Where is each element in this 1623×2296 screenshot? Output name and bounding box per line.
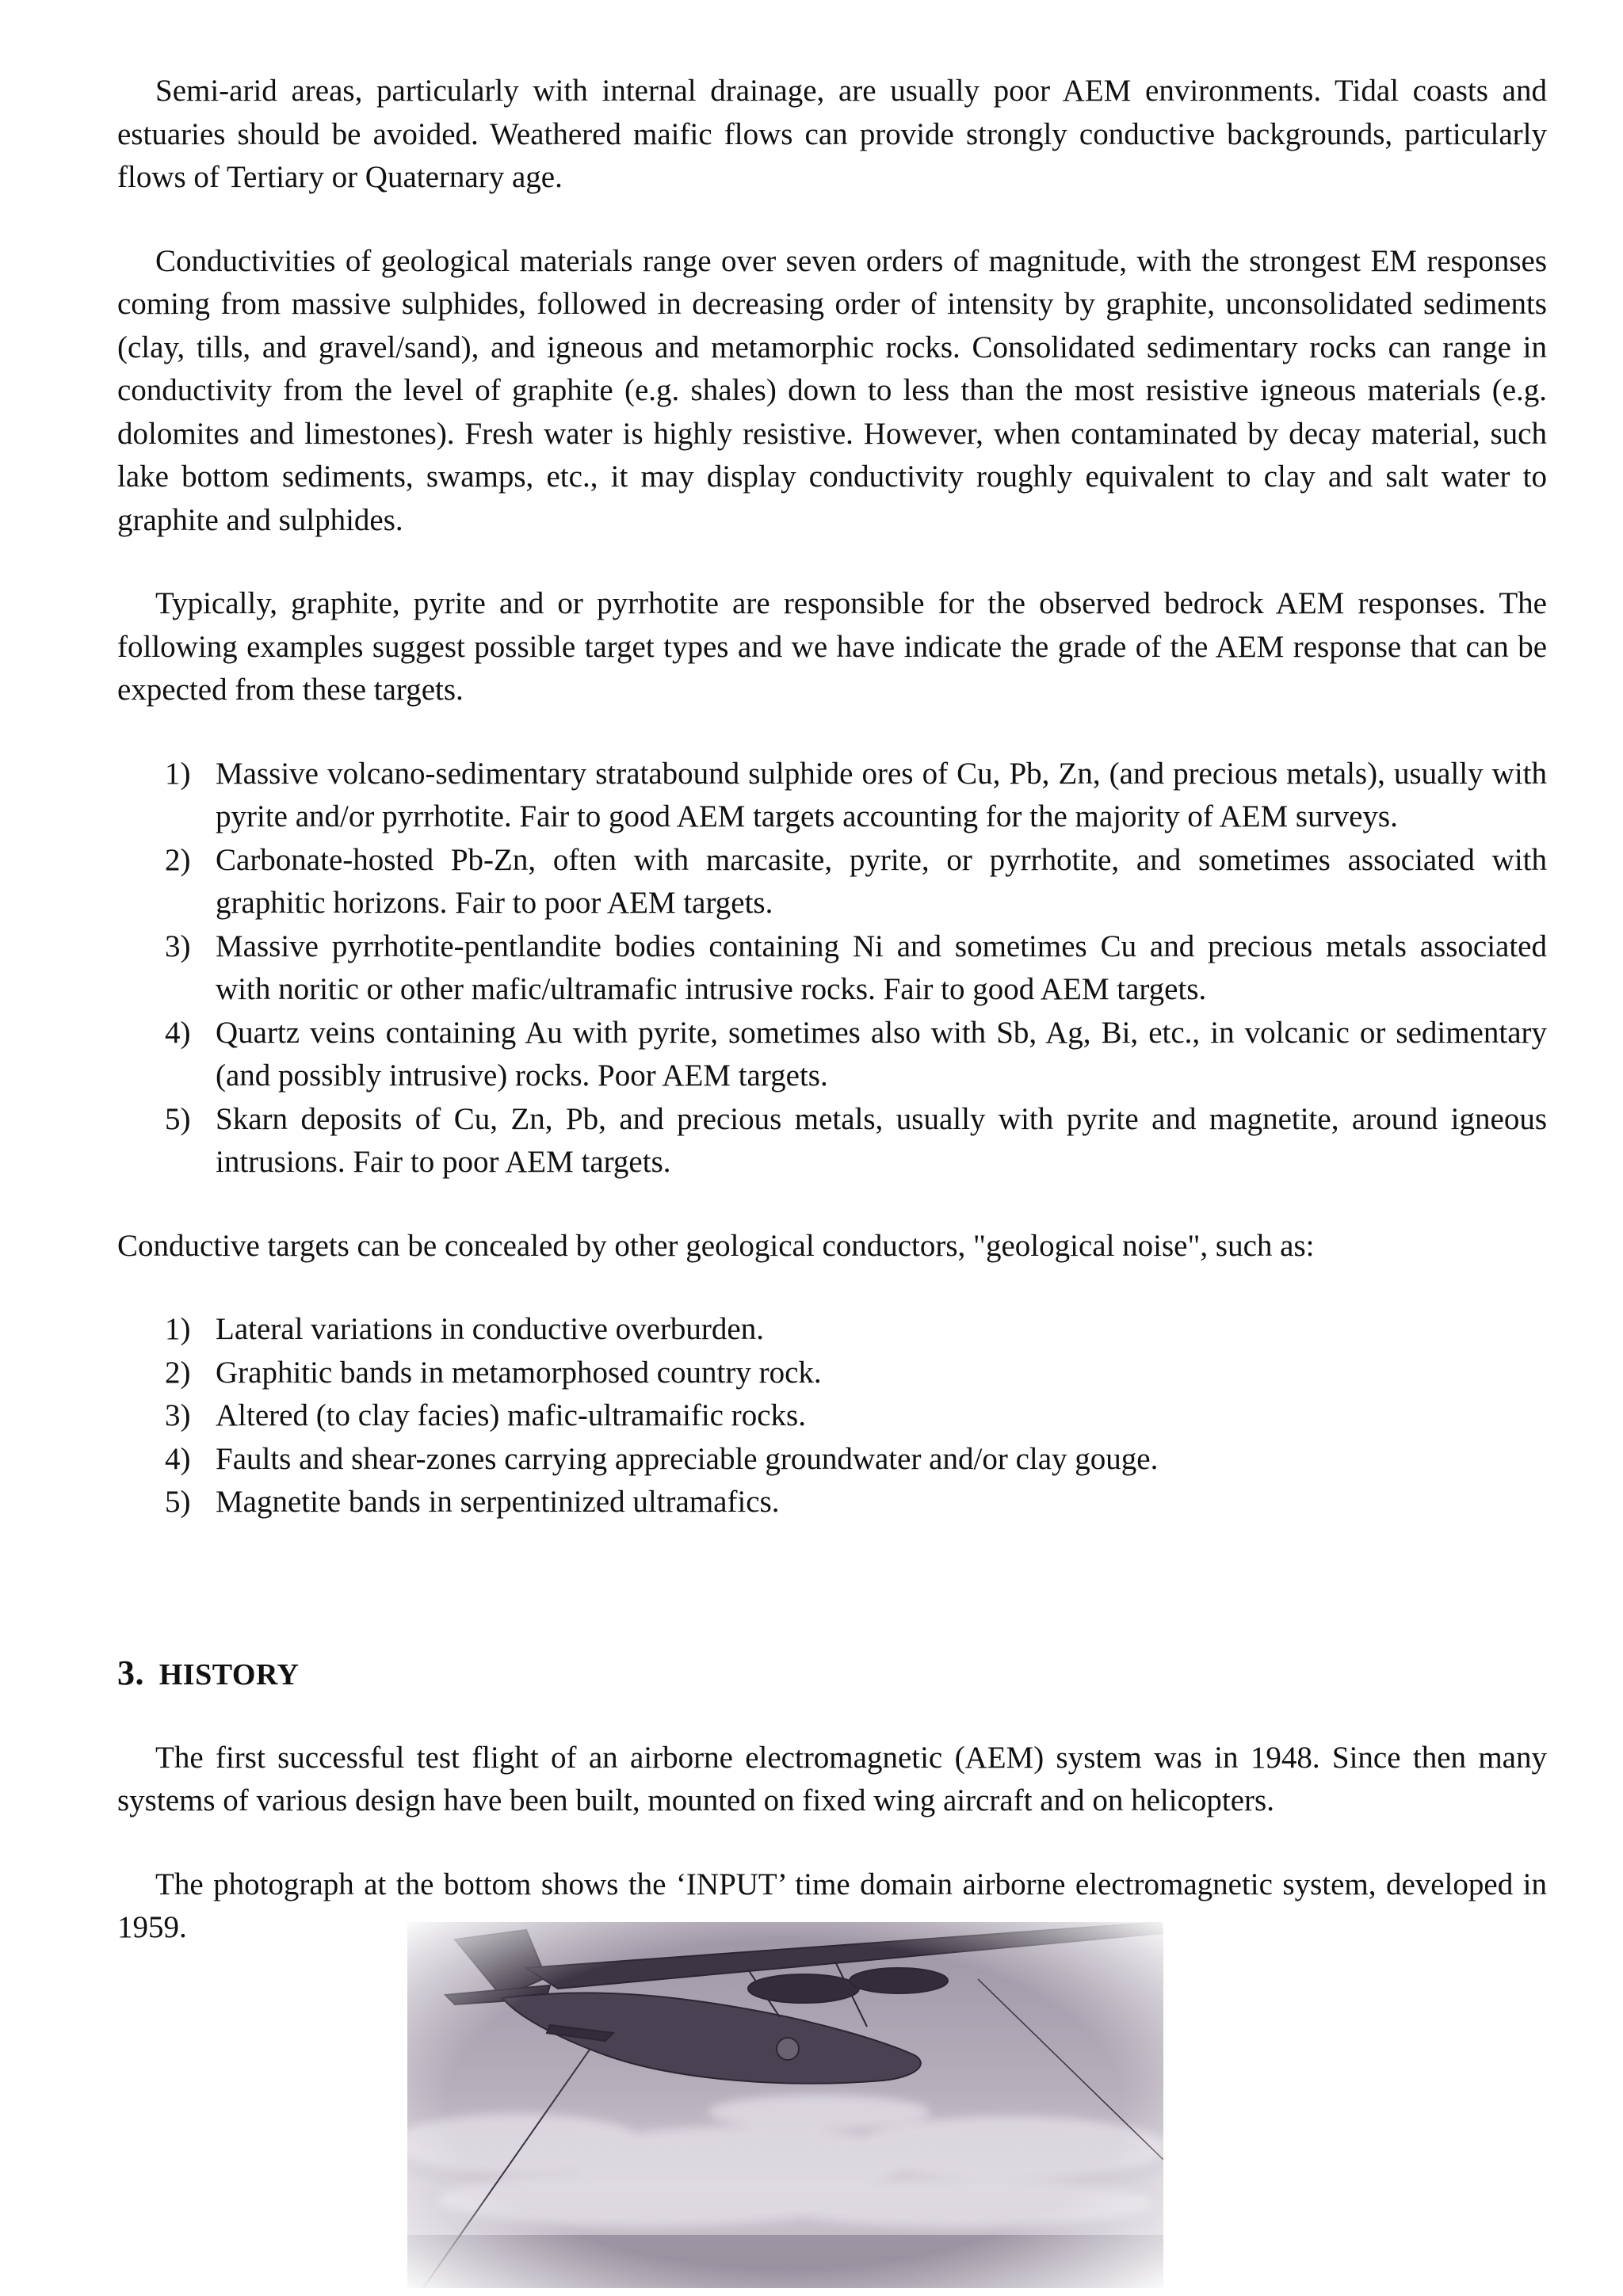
list-item: 2) Graphitic bands in metamorphosed country rock.	[165, 1355, 822, 1390]
list-item: 3) Altered (to clay facies) mafic-ultramaific rocks.	[165, 1398, 806, 1432]
list-item: 1) Lateral variations in conductive overburden.	[165, 1312, 764, 1346]
airplane-photo-icon	[407, 1922, 1163, 2288]
list-item: 2) Carbonate-hosted Pb-Zn, often with marcasite, pyrite, or pyrrhotite, and sometimes associated with graphitic horizons. Fair to poor AEM targets.	[165, 842, 1547, 920]
paragraph-geological-noise: Conductive targets can be concealed by other geological conductors, "geological noise", such as:	[117, 1228, 1315, 1263]
paragraph-aem-environments: Semi-arid areas, particularly with internal drainage, are usually poor AEM environments. Tidal coasts and estuaries should be avoided. Weathered maific flows can provide strongly conductive backgrounds, particularly flows of Tertiary or Quaternary age.	[117, 74, 1547, 194]
list-item: 4) Faults and shear-zones carrying appreciable groundwater and/or clay gouge.	[165, 1441, 1159, 1476]
list-item: 5) Magnetite bands in serpentinized ultramafics.	[165, 1485, 780, 1519]
section-number: 3.	[117, 1653, 144, 1692]
list-item: 1) Massive volcano-sedimentary stratabound sulphide ores of Cu, Pb, Zn, (and precious metals), usually with pyrite and/or pyrrhotite. Fair to good AEM targets accounting for the majority of AEM surveys.	[165, 756, 1547, 833]
photo-vignette	[407, 1922, 1163, 2288]
paragraph-history-first-flight: The first successful test flight of an airborne electromagnetic (AEM) system was in 1948. Since then many systems of various design have been built, mounted on fixed wing aircraft and on helicopters.	[117, 1740, 1547, 1817]
document-page	[117, 70, 1547, 1950]
list-item: 4) Quartz veins containing Au with pyrite, sometimes also with Sb, Ag, Bi, etc., in volcanic or sedimentary (and possibly intrusive) rocks. Poor AEM targets.	[165, 1015, 1547, 1093]
target-types-list	[117, 753, 1547, 1184]
section-title: HISTORY	[158, 1657, 300, 1691]
section-heading-history	[117, 1651, 1547, 1697]
paragraph-conductivities: Conductivities of geological materials range over seven orders of magnitude, with the strongest EM responses coming from massive sulphides, followed in decreasing order of intensity by graphite, unconsolidated sediments (clay, tills, and gravel/sand), and igneous and metamorphic rocks. Consolidated sedimentary rocks can range in conductivity from the level of graphite (e.g. shales) down to less than the most resistive igneous materials (e.g. dolomites and limestones). Fresh water is highly resistive. However, when contaminated by decay material, such lake bottom sediments, swamps, etc., it may display conductivity roughly equivalent to clay and salt water to graphite and sulphides.	[117, 243, 1547, 537]
paragraph-bedrock-responses: Typically, graphite, pyrite and or pyrrhotite are responsible for the observed bedrock AEM responses. The following examples suggest possible target types and we have indicate the grade of the AEM response that can be expected from these targets.	[117, 586, 1547, 707]
paragraph-input-system: The photograph at the bottom shows the ‘INPUT’ time domain airborne electromagnetic system, developed in 1959.	[117, 1867, 1547, 1944]
input-aem-aircraft-photo	[407, 1922, 1163, 2288]
list-item: 5) Skarn deposits of Cu, Zn, Pb, and precious metals, usually with pyrite and magnetite, around igneous intrusions. Fair to poor AEM targets.	[165, 1101, 1547, 1179]
geological-noise-list	[117, 1308, 1547, 1524]
list-item: 3) Massive pyrrhotite-pentlandite bodies containing Ni and sometimes Cu and precious metals associated with noritic or other mafic/ultramafic intrusive rocks. Fair to good AEM targets.	[165, 929, 1547, 1006]
